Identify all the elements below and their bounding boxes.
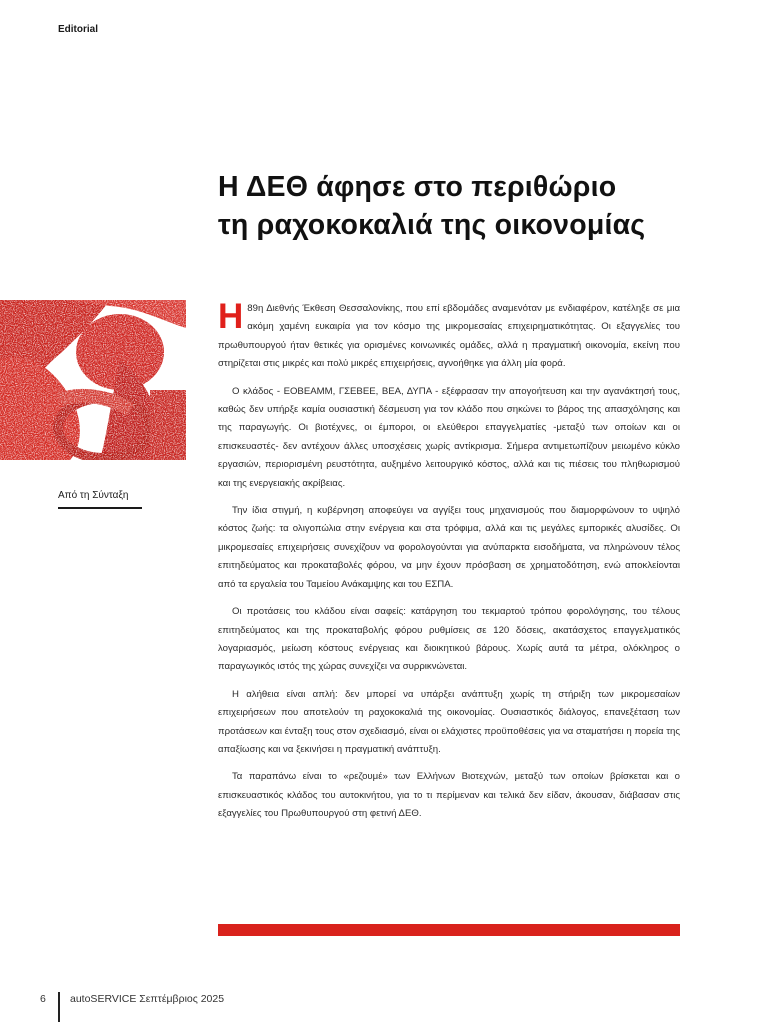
article-paragraph: Η αλήθεια είναι απλή: δεν μπορεί να υπάρξει ανάπτυξη χωρίς τη στήριξη των μικρομεσαίων επιχειρήσεων που αποτελούν τη ραχοκοκαλιά της οικονομίας. Ουσιαστικός διάλογος, επανεξέταση των προτάσεων και ένταξη τους στον σχεδιασμό, είναι οι ελάχιστες προϋποθέσεις για να σταματήσει η πορεία της απαξίωσης και να ξεκινήσει η πραγματική ανάπτυξη. (218, 688, 680, 755)
magazine-issue: autoSERVICE Σεπτέμβριος 2025 (70, 993, 225, 1005)
article-paragraph: Η 89η Διεθνής Έκθεση Θεσσαλονίκης, που επί εβδομάδες αναμενόταν με ενδιαφέρον, κατέληξε σε μια ακόμη χαμένη ευκαιρία για τον κόσμο της μικρομεσαίας επιχειρηματικότητας. Οι εξαγγελίες του πρωθυπουργού ήταν θετικές για ορισμένες κοινωνικές ομάδες, αλλά η πραγματική οικονομία, εκείνη που στηρίζεται στις μικρές και πολύ μικρές επιχειρήσεις, αγνοήθηκε για άλλη μία φορά. (218, 297, 680, 370)
article-paragraph: Οι προτάσεις του κλάδου είναι σαφείς: κατάργηση του τεκμαρτού τρόπου φορολόγησης, του τέλους επιτηδεύματος και της προκαταβολής φόρου ρυθμίσεις σε 120 δόσεις, ακατάσχετος επαγγελματικός λογαριασμός, μείωση κόστους ενέργειας και διοικητικού βάρους. Χωρίς αυτά τα μέτρα, ολόκληρος ο παραγωγικός ιστός της χώρας συνεχίζει να συρρικνώνεται. (218, 606, 680, 673)
article-title (218, 168, 718, 244)
editorial-photo (0, 300, 186, 460)
author-byline: Από τη Σύνταξη (58, 490, 142, 509)
footer-divider (58, 992, 60, 1022)
red-divider-bar (218, 924, 680, 936)
section-label: Editorial (58, 24, 99, 35)
page-number: 6 (40, 993, 46, 1005)
article-title-line-2: τη ραχοκοκαλιά της οικονομίας (218, 209, 646, 241)
article-paragraph: Ο κλάδος - ΕΟΒΕΑΜΜ, ΓΣΕΒΕΕ, ΒΕΑ, ΔΥΠΑ - εξέφρασαν την απογοήτευση και την αγανάκτησή τους, καθώς δεν υπήρξε καμία ουσιαστική δέσμευση για τον κλάδο που σηκώνει το βάρος της απασχόλησης και της παραγωγής. Οι βιοτέχνες, οι έμποροι, οι ελεύθεροι επαγγελματίες -μεταξύ των οποίων και οι επισκευαστές- δεν αντέχουν άλλες υποσχέσεις χωρίς αντίκρισμα. Σήμερα αντιμετωπίζουν μειωμένο κύκλο εργασιών, περιορισμένη ρευστότητα, αυξημένο λειτουργικό κόστος, αλλά και τις πιέσεις του πληθωρισμού και της ενεργειακής ακρίβειας. (218, 385, 680, 489)
drop-cap: Η (218, 297, 244, 336)
driver-steering-wheel-halftone-image (0, 300, 186, 460)
article-paragraph: Την ίδια στιγμή, η κυβέρνηση αποφεύγει να αγγίξει τους μηχανισμούς που διαμορφώνουν το υψηλό κόστος ζωής: τα ολιγοπώλια στην ενέργεια και στα τρόφιμα, αλλά και τις μεγάλες εμπορικές αλυσίδες. Οι μικρομεσαίες επιχειρήσεις συνεχίζουν να φορολογούνται για ανύπαρκτα εισοδήματα, να πληρώνουν τέλος επιτηδεύματος και προκαταβολές φόρου, να μην έχουν πρόσβαση σε χρηματοδότηση, ενώ αποκλείονται από τα εργαλεία του Ταμείου Ανάκαμψης και του ΕΣΠΑ. (218, 505, 680, 590)
article-paragraph: Τα παραπάνω είναι το «ρεζουμέ» των Ελλήνων Βιοτεχνών, μεταξύ των οποίων βρίσκεται και ο επισκευαστικός κλάδος του αυτοκινήτου, για το τι περίμεναν και τελικά δεν είδαν, άκουσαν, διάβασαν στις εξαγγελίες του Πρωθυπουργού στη φετινή ΔΕΘ. (218, 771, 680, 820)
article-title-line-1: Η ΔΕΘ άφησε στο περιθώριο (218, 171, 617, 203)
article-body (218, 297, 680, 833)
